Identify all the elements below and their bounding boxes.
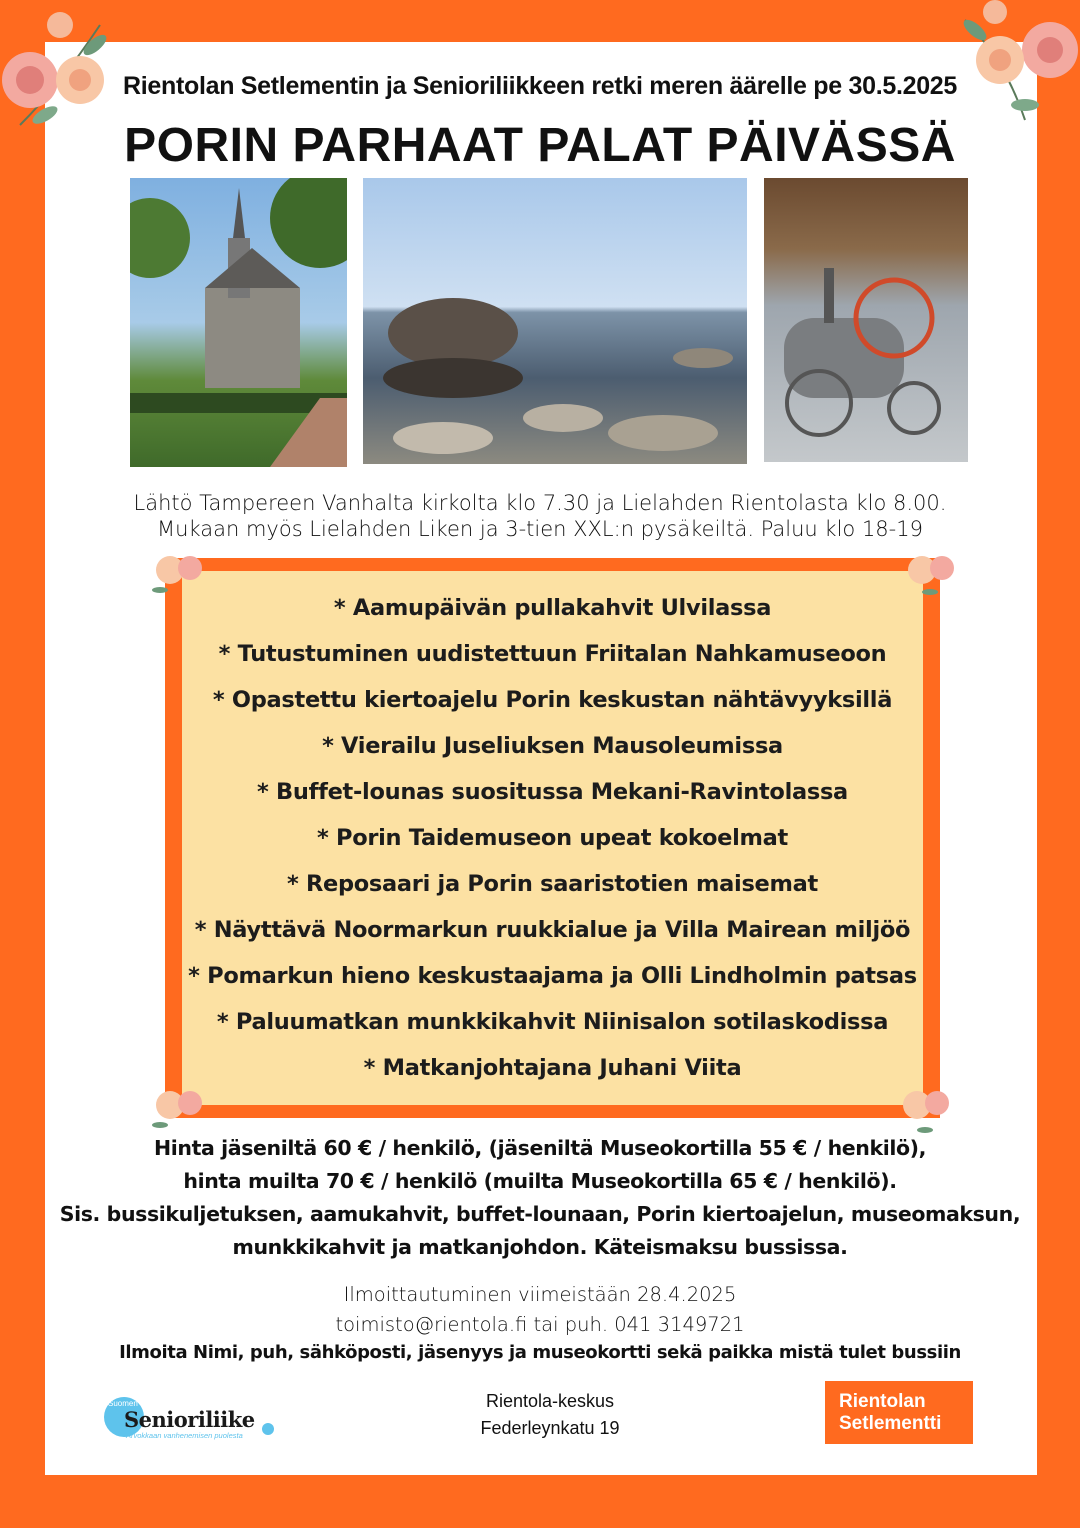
seaside-rocks-photo <box>363 178 747 464</box>
program-item: * Paluumatkan munkkikahvit Niinisalon sotilaskodissa <box>216 1009 889 1035</box>
rientolan-setlementti-logo: Rientolan Setlementti <box>825 1381 973 1444</box>
registration-info <box>0 1280 1080 1340</box>
poster-title: PORIN PARHAAT PALAT PÄIVÄSSÄ <box>124 119 956 172</box>
program-item: * Pomarkun hieno keskustaajama ja Olli Lindholmin patsas <box>188 963 917 989</box>
registration-contact[interactable]: toimisto@rientola.fi tai puh. 041 3149721 <box>335 1313 745 1336</box>
address-line-2: Federleynkatu 19 <box>480 1418 620 1438</box>
flower-decoration-icon <box>900 540 962 602</box>
program-box <box>165 558 940 1118</box>
flower-decoration-icon <box>955 0 1080 130</box>
program-item: * Porin Taidemuseon upeat kokoelmat <box>317 825 788 851</box>
registration-deadline: Ilmoittautuminen viimeistään 28.4.2025 <box>343 1283 737 1306</box>
program-item: * Aamupäivän pullakahvit Ulvilassa <box>333 595 772 621</box>
program-item: * Matkanjohtajana Juhani Viita <box>363 1055 742 1081</box>
flower-decoration-icon <box>148 1075 210 1137</box>
program-item: * Reposaari ja Porin saaristotien maisemat <box>286 871 818 897</box>
registration-note: Ilmoita Nimi, puh, sähköposti, jäsenyys ja museokortti sekä paikka mistä tulet bussiin <box>119 1342 961 1363</box>
program-item: * Buffet-lounas suositussa Mekani-Ravintolassa <box>257 779 848 805</box>
poster-subtitle: Rientolan Setlementin ja Senioriliikkeen retki meren äärelle pe 30.5.2025 <box>122 72 958 100</box>
flower-decoration-icon <box>895 1075 957 1137</box>
departure-line-1: Lähtö Tampereen Vanhalta kirkolta klo 7.30 ja Lielahden Rientolasta klo 8.00. <box>133 491 947 515</box>
program-item: * Vierailu Juseliuksen Mausoleumissa <box>322 733 783 759</box>
address <box>440 1388 660 1442</box>
pricing-line: Sis. bussikuljetuksen, aamukahvit, buffet-lounaan, Porin kiertoajelun, museomaksun, <box>59 1202 1021 1226</box>
pricing-line: hinta muilta 70 € / henkilö (muilta Museokortilla 65 € / henkilö). <box>183 1169 897 1193</box>
pricing-line: Hinta jäseniltä 60 € / henkilö, (jäseniltä Museokortilla 55 € / henkilö), <box>154 1136 926 1160</box>
flower-decoration-icon <box>148 540 210 602</box>
program-item: * Tutustuminen uudistettuun Friitalan Nahkamuseoon <box>218 641 887 667</box>
program-item: * Näyttävä Noormarkun ruukkialue ja Villa Mairean miljöö <box>194 917 911 943</box>
church-photo <box>130 178 347 467</box>
address-line-1: Rientola-keskus <box>485 1391 615 1411</box>
program-list <box>182 571 923 1105</box>
program-item: * Opastettu kiertoajelu Porin keskustan nähtävyyksillä <box>212 687 893 713</box>
steam-engine-photo <box>764 178 968 462</box>
pricing-info <box>0 1132 1080 1264</box>
departure-line-2: Mukaan myös Lielahden Liken ja 3-tien XXL:n pysäkeiltä. Paluu klo 18-19 <box>157 517 923 541</box>
senioriliike-logo: Suomen Senioriliike Arvokkaan vanhenemisen puolesta <box>104 1393 274 1443</box>
departure-info <box>0 490 1080 542</box>
pricing-line: munkkikahvit ja matkanjohdon. Käteismaksu bussissa. <box>232 1235 848 1259</box>
